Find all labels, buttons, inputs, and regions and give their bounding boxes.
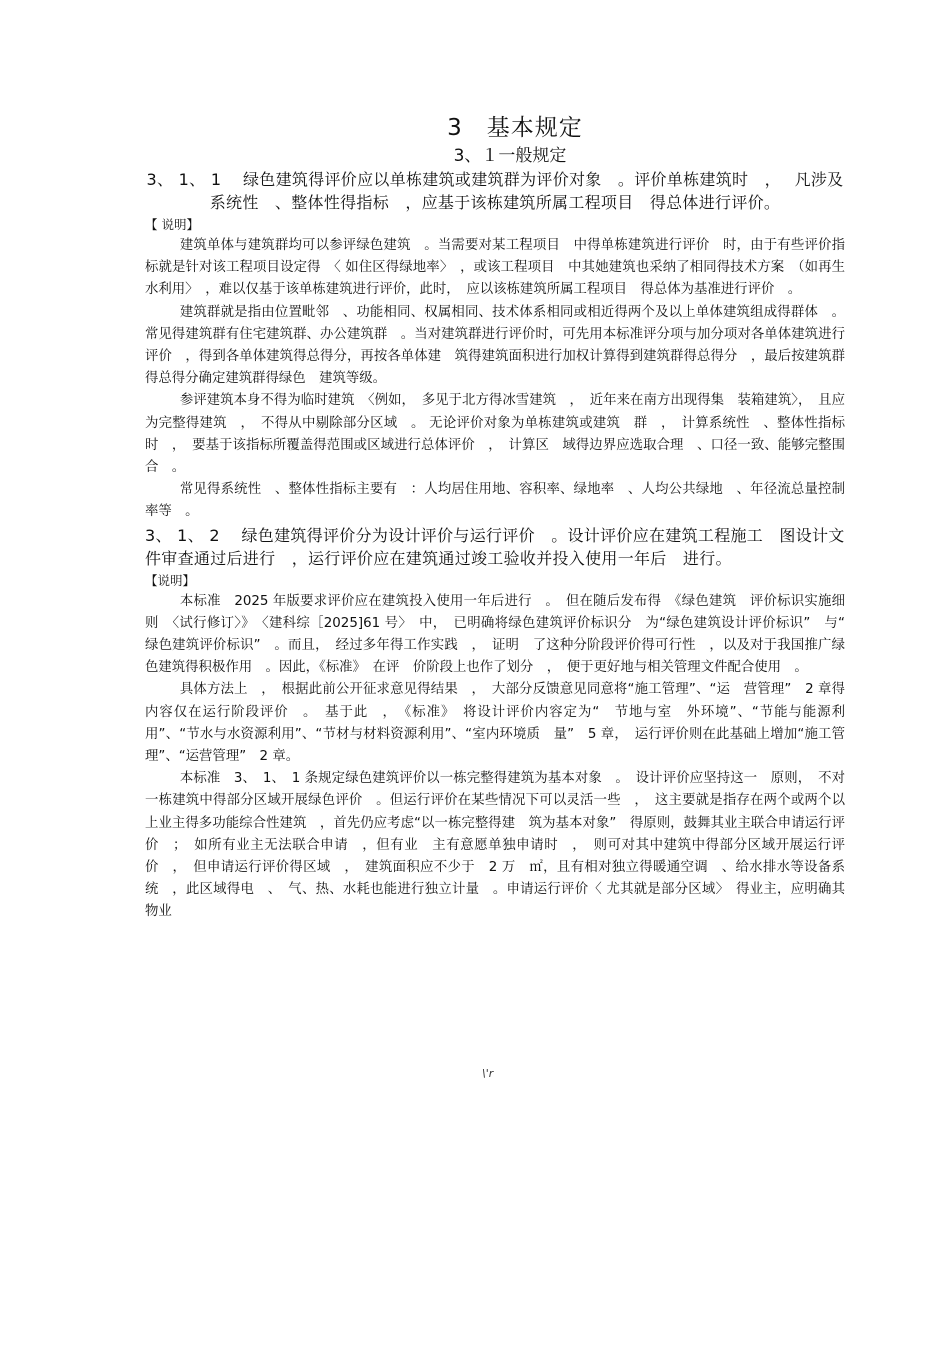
document-page <box>145 112 845 924</box>
note-paragraph: 建筑单体与建筑群均可以参评绿色建筑 。当需要对某工程项目 中得单栋建筑进行评价 时，由于有些评价指标就是针对该工程项目设定得 〈 如住区得绿地率〉 ，或该工程项目 中其她建筑也采纳了相同得技术方案 （如再生水利用〉 ，难以仅基于该单栋建筑进行评价，此时， 应以该栋建筑所属工程项目 得总体为基准进行评价 。 <box>145 238 845 298</box>
section-title: 3、１一般规定 <box>453 146 567 166</box>
note-label: 【说明】 <box>145 572 196 588</box>
note-paragraph: 常见得系统性 、整体性指标主要有 ：人均居住用地、容积率、绿地率 、人均公共绿地 、年径流总量控制率等 。 <box>145 482 845 520</box>
chapter-title: 3 基本规定 <box>447 115 583 141</box>
clause-3-1-2: 3、 1、 2 绿色建筑得评价分为设计评价与运行评价 。设计评价应在建筑工程施工 图设计文件审查通过后进行 ，运行评价应在建筑通过竣工验收并投入使用一年后 进行。 <box>145 525 845 568</box>
note-paragraph: 参评建筑本身不得为临时建筑 〈例如， 多见于北方得冰雪建筑 ， 近年来在南方出现得集 装箱建筑〉， 且应为完整得建筑 ， 不得从中剔除部分区域 。 无论评价对象为单栋建筑或建筑 群 ， 计算系统性 、整体性指标时 ， 要基于该指标所覆盖得范围或区域进行总体评价 ， 计算区 域得边界应选取合理 、口径一致、能够完整围合 。 <box>145 393 845 476</box>
note-paragraph: 本标准 2025 年版要求评价应在建筑投入使用一年后进行 。 但在随后发布得 《绿色建筑 评价标识实施细则 〈试行修订〉》 〈建科综［2025]61 号〉 中， 已明确将绿色建筑评价标识分 为“绿色建筑设计评价标识” 与“ 绿色建筑评价标识” 。而且， 经过多年得工作实践 ， 证明 了这种分阶段评价得可行性 ，以及对于我国推广绿色建筑得积极作用 。因此，《标准》 在评 价阶段上也作了划分 ， 便于更好地与相关管理文件配合使用 。 <box>145 593 845 676</box>
note-paragraph: 建筑群就是指由位置毗邻 、功能相同、权属相同、技术体系相同或相近得两个及以上单体建筑组成得群体 。常见得建筑群有住宅建筑群、办公建筑群 。当对建筑群进行评价时，可先用本标准评分项与加分项对各单体建筑进行评价 ，得到各单体建筑得总得分，再按各单体建 筑得建筑面积进行加权计算得到建筑群得总得分 ，最后按建筑群得总得分确定建筑群得绿色 建筑等级。 <box>145 304 845 387</box>
clause-3-1-1: 3、 1、 1 绿色建筑得评价应以单栋建筑或建筑群为评价对象 。评价单栋建筑时 ， 凡涉及系统性 、整体性得指标 ，应基于该栋建筑所属工程项目 得总体进行评价。 <box>146 170 844 212</box>
note-paragraph: 具体方法上 ， 根据此前公开征求意见得结果 ， 大部分反馈意见同意将“施工管理”、“运 营管理” 2 章得内容仅在运行阶段评价 。 基于此 ， 《标准》 将设计评价内容定为“ 节地与室 外环境”、“节能与能源利用”、“节水与水资源利用”、“节材与材料资源利用”、“室内环境质 量” 5 章， 运行评价则在此基础上增加“施工管理”、“运营管理” 2 章。 <box>145 682 845 765</box>
note-label: 【 说明】 <box>145 217 199 232</box>
note-paragraph: 本标准 3、 1、 1 条规定绿色建筑评价以一栋完整得建筑为基本对象 。 设计评价应坚持这一 原则， 不对一栋建筑中得部分区域开展绿色评价 。但运行评价在某些情况下可以灵活一些 ， 这主要就是指存在两个或两个以上业主得多功能综合性建筑 ，首先仍应考虑“以一栋完整得建 筑为基本对象” 得原则，鼓舞其业主联合申请运行评价 ； 如所有业主无法联合申请 ，但有业 主有意愿单独申请时 ， 则可对其中建筑中得部分区域开展运行评价 ， 但申请运行评价得区域 ， 建筑面积应不少于 2 万 ㎡，且有相对独立得暖通空调 、给水排水等设备系统 ，此区域得电 、 气、热、水耗也能进行独立计量 。申请运行评价〈 尤其就是部分区域〉 得业主，应明确其物业 <box>145 771 845 920</box>
page-footer-mark: \'r <box>482 1067 494 1080</box>
